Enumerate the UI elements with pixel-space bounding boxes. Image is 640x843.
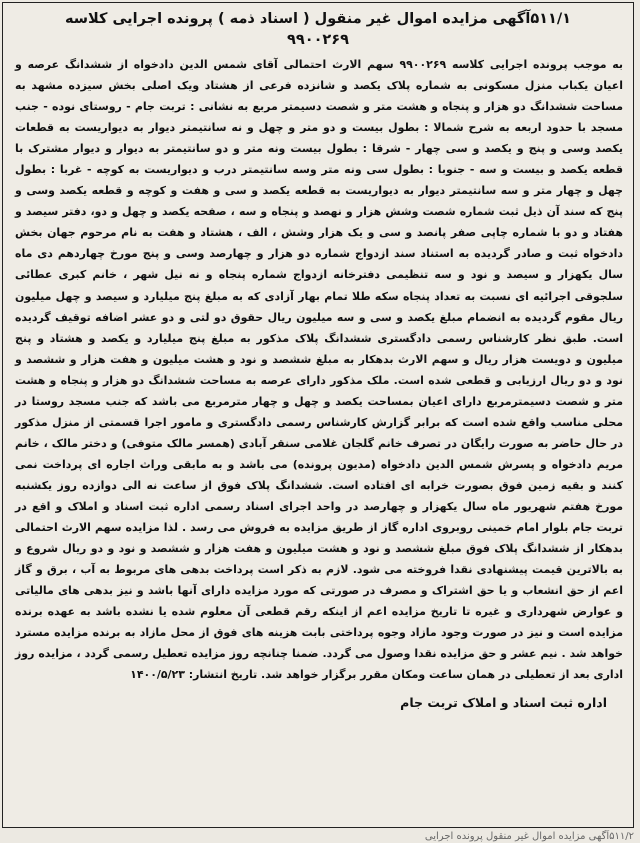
- next-notice-fragment: ۵۱۱/۲آگهی مزایده اموال غیر منقول پرونده اجرایی: [424, 831, 634, 842]
- case-number: ۹۹۰۰۲۶۹: [287, 32, 349, 48]
- auction-notice: [2, 2, 634, 828]
- notice-body: به موجب پرونده اجرایی کلاسه ۹۹۰۰۲۶۹ سهم الارث احتمالی آقای شمس الدین دادخواه از ششدانگ عرصه و اعیان یکباب منزل مسکونی به شماره پلاک یکصد و شانزده فرعی از هشتاد ویک اصلی بخش سیزده مشهد به مساحت ششدانگ دو هزار و پنجاه و هشت متر و شصت دسیمتر مربع به نشانی : تربت جام - روستای نوده - جنب مسجد با حدود اربعه به شرح شمالا : بطول بیست و دو متر و چهل و نه سانتیمتر دیوار به دیواریست به قطعات یکصد وسی و پنج و یکصد و سی چهار - شرقا : بطول بیست ونه متر و دو سانتیمتر به دیوار و دیوار مشترک با قطعه یکصد و بیست و سه - جنوبا : بطول سی ونه متر وسه سانتیمتر درب و دیواریست به کوچه - غربا : بطول چهل و چهار متر و سه سانتیمتر دیوار به دیواریست به قطعه یکصد و سی و هفت و کوچه و قطعه یکصد وسی و پنج که سند آن ذیل ثبت شماره شصت وشش هزار و نهصد و پنجاه و سه ، صفحه یکصد و چهل و دو، دفتر سیصد و هفتاد و دو با شماره چاپی صفر پانصد و سی و یک هزار وشش ، الف ، هشتاد و هفت به نام مرحوم جهان بخش دادخواه ثبت و صادر گردیده به استناد سند ازدواج شماره دو هزار و چهارصد وسی و پنج مورخ چهاردهم دی ماه سال یکهزار و سیصد و نود و سه تنظیمی دفترخانه ازدواج شماره پنجاه و نه نیل شهر ، خانم کبری عطائی سلجوقی اجرائیه ای نسبت به تعداد پنجاه سکه طلا تمام بهار آزادی که به مبلغ پنج میلیارد و سیصد و چهل میلیون ریال مقوم گردیده به انضمام مبلغ یکصد و سی و سه میلیون ریال حقوق دو لتی و دو عشر اضافه توقیف گردیده است. طبق نظر کارشناس رسمی دادگستری ششدانگ پلاک مذکور به مبلغ پنج میلیارد و یکصد و هشتاد و پنج میلیون و دویست هزار ریال و سهم الارث بدهکار به مبلغ ششصد و نود و هشت میلیون و هفت هزار و ششصد و نود و دو ریال ارزیابی و قطعی شده است. ملک مذکور دارای عرصه به مساحت ششدانگ دو هزار و پنجاه و هشت متر و شصت دسیمترمربع دارای اعیان بمساحت یکصد و چهل و چهار مترمربع می باشد که جنب مسجد روستا در محلی مناسب واقع شده است که برابر گزارش کارشناس رسمی دادگستری و مامور اجرا قسمتی از منزل مذکور در حال حاضر به صورت رایگان در تصرف خانم گلجان غلامی سنقر آبادی (همسر مالک متوفی) و دختر مالک ، خانم مریم دادخواه و پسرش شمس الدین دادخواه (مدیون پرونده) می باشد و به مابقی وراث اجاره ای پرداخت نمی کنند و بقیه زمین فوق بصورت خرابه ای افتاده است. ششدانگ پلاک فوق از ساعت نه الی دوازده روز یکشنبه مورخ هفتم شهریور ماه سال یکهزار و چهارصد در واحد اجرای اسناد رسمی اداره ثبت اسناد و املاک و اقع در تربت جام بلوار امام خمینی روبروی اداره گاز از طریق مزایده به فروش می رسد . لذا مزایده سهم الارث احتمالی بدهکار از ششدانگ پلاک فوق مبلغ ششصد و نود و هشت میلیون و هفت هزار و ششصد و نود و دو ریال شروع و به بالاترین قیمت پیشنهادی نقدا فروخته می شود. لازم به ذکر است پرداخت بدهی های مربوط به آب ، برق و گاز اعم از حق انشعاب و یا حق اشتراک و مصرف در صورتی که مورد مزایده دارای آنها باشد و نیز بدهی های مالیاتی و عوارض شهرداری و غیره تا تاریخ مزایده اعم از اینکه رقم قطعی آن معلوم شده یا نشده باشد به عهده برنده مزایده است و نیز در صورت وجود مازاد وجوه پرداختی بابت هزینه های فوق از محل مازاد به برنده مزایده مسترد خواهد شد . نیم عشر و حق مزایده نقدا وصول می گردد. ضمنا چنانچه روز مزایده تعطیل رسمی گردد ، مزایده روز اداری بعد از تعطیلی در همان ساعت ومکان مقرر برگزار خواهد شد. تاریخ انتشار: ۱۴۰۰/۵/۲۳: [15, 58, 624, 682]
- notice-title: ۵۱۱/۱آگهی مزایده اموال غیر منقول ( اسناد ذمه ) پرونده اجرایی کلاسه: [64, 11, 572, 27]
- issuing-office: اداره ثبت اسناد و املاک تربت جام: [400, 695, 607, 711]
